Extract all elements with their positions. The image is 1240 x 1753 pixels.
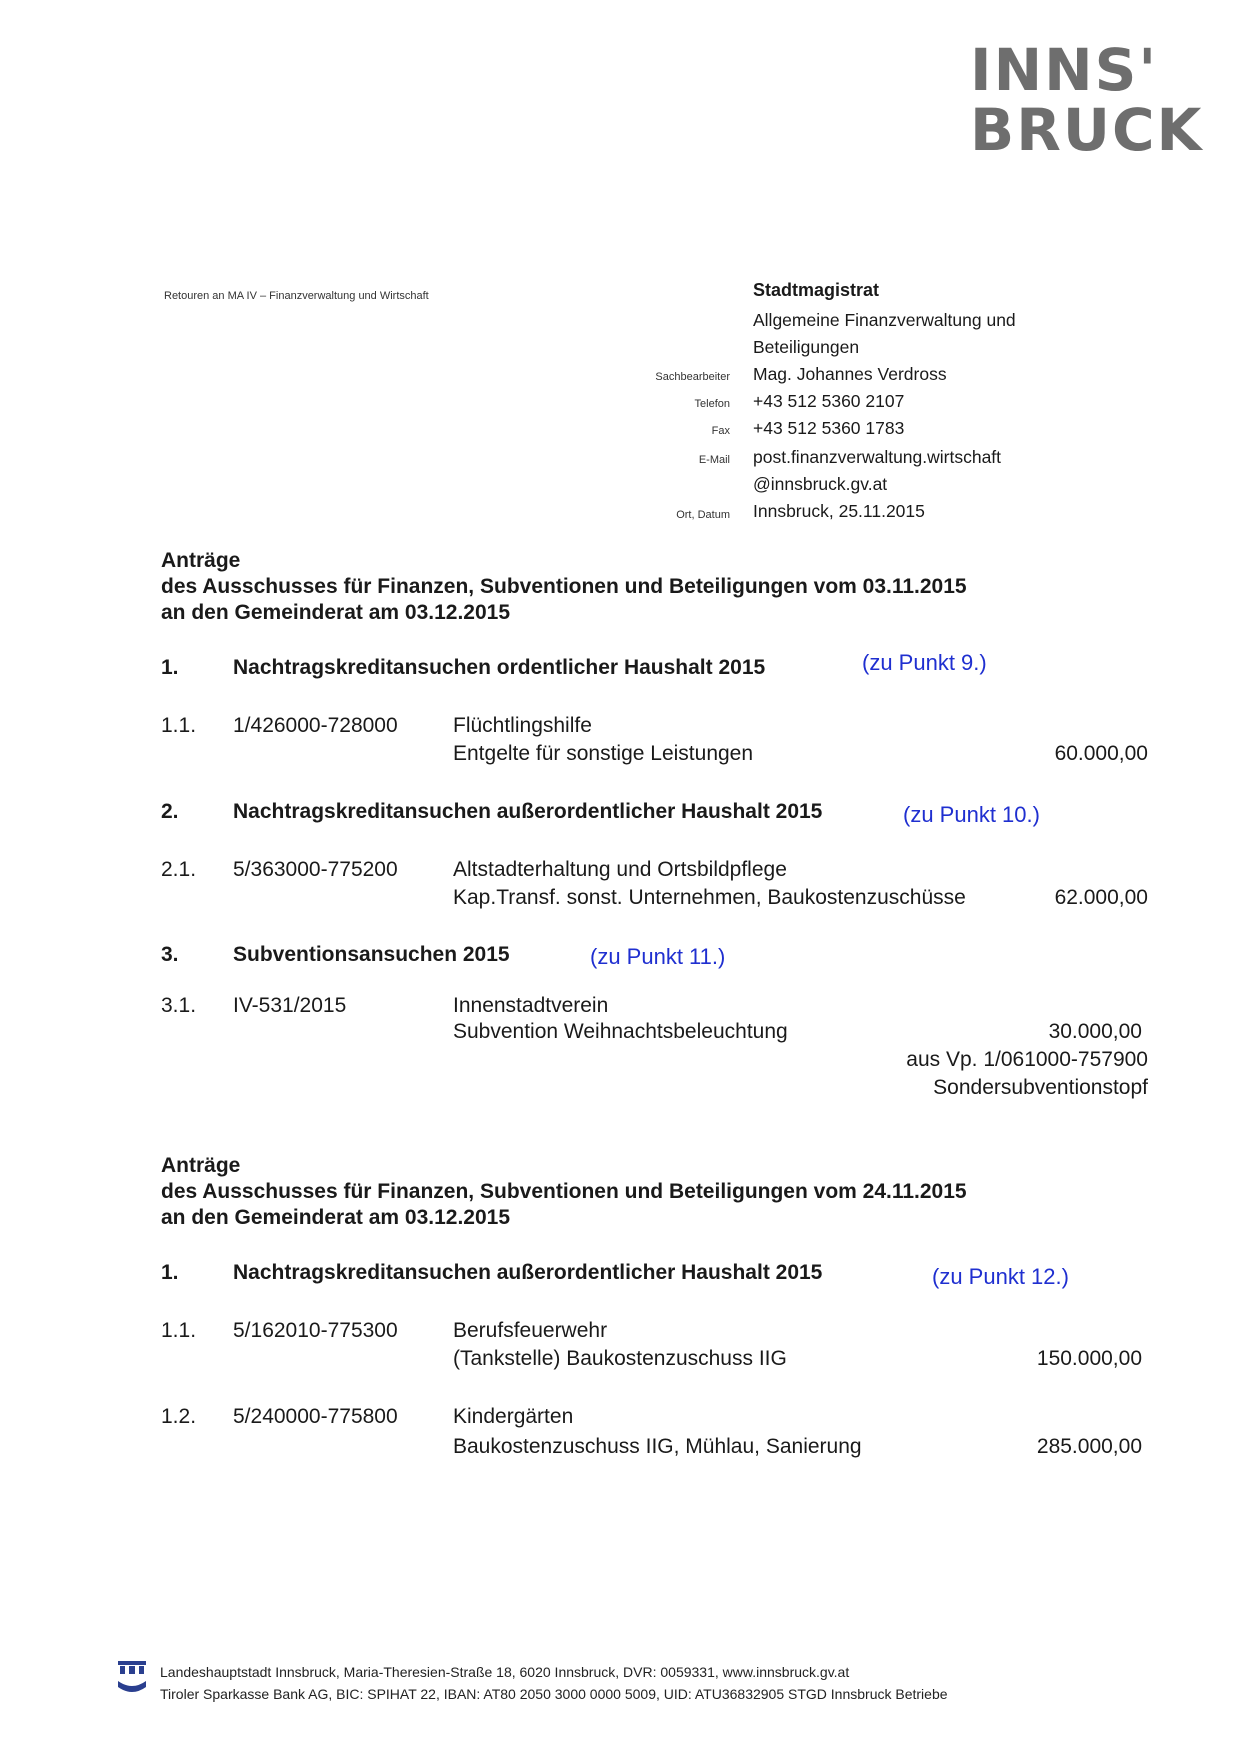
b1-section-2-number: 2. bbox=[161, 800, 179, 823]
block1-heading-3: an den Gemeinderat am 03.12.2015 bbox=[161, 601, 511, 624]
fax-label: Fax bbox=[711, 425, 730, 437]
b1-item-1-1-desc-2: Entgelte für sonstige Leistungen bbox=[453, 742, 754, 765]
email-label: E-Mail bbox=[698, 454, 730, 466]
fax-value: +43 512 5360 1783 bbox=[753, 418, 905, 438]
phone-value: +43 512 5360 2107 bbox=[753, 391, 905, 411]
b1-item-1-1-number: 1.1. bbox=[161, 714, 197, 737]
b2-item-1-1-account: 5/162010-775300 bbox=[233, 1319, 398, 1342]
logo-line-2: BRUCK bbox=[970, 96, 1204, 164]
return-address: Retouren an MA IV – Finanzverwaltung und Wirtschaft bbox=[164, 290, 429, 302]
b1-item-2-1-amount: 62.000,00 bbox=[1054, 886, 1148, 909]
b1-item-3-1-source-2: Sondersubventionstopf bbox=[933, 1076, 1148, 1099]
b2-section-1-title: Nachtragskreditansuchen außerordentlicher Haushalt 2015 bbox=[233, 1261, 823, 1284]
date-value: Innsbruck, 25.11.2015 bbox=[753, 501, 925, 521]
b1-section-2-title: Nachtragskreditansuchen außerordentlicher Haushalt 2015 bbox=[233, 800, 823, 823]
footer-line-1: Landeshauptstadt Innsbruck, Maria-Theresien-Straße 18, 6020 Innsbruck, DVR: 0059331, www.innsbruck.gv.at bbox=[160, 1664, 850, 1680]
b1-item-3-1-source-1: aus Vp. 1/061000-757900 bbox=[906, 1048, 1148, 1071]
block2-heading-2: des Ausschusses für Finanzen, Subventionen und Beteiligungen vom 24.11.2015 bbox=[161, 1180, 967, 1203]
email-value-line-1: post.finanzverwaltung.wirtschaft bbox=[753, 447, 1002, 467]
b2-item-1-2-account: 5/240000-775800 bbox=[233, 1405, 398, 1428]
b1-section-2-note: (zu Punkt 10.) bbox=[903, 802, 1040, 827]
b1-item-1-1-account: 1/426000-728000 bbox=[233, 714, 398, 737]
b2-section-1-number: 1. bbox=[161, 1261, 179, 1284]
b1-section-3-note: (zu Punkt 11.) bbox=[590, 944, 726, 969]
b1-item-2-1-desc-1: Altstadterhaltung und Ortsbildpflege bbox=[453, 858, 787, 881]
b2-item-1-1-amount: 150.000,00 bbox=[1036, 1347, 1142, 1370]
block2-heading-1: Anträge bbox=[161, 1154, 241, 1177]
phone-label: Telefon bbox=[694, 398, 730, 410]
clerk-value: Mag. Johannes Verdross bbox=[753, 364, 947, 384]
email-value-line-2: @innsbruck.gv.at bbox=[753, 474, 888, 494]
innsbruck-logo bbox=[970, 36, 1204, 164]
city-emblem-icon bbox=[116, 1657, 148, 1697]
block1-heading-2: des Ausschusses für Finanzen, Subventionen und Beteiligungen vom 03.11.2015 bbox=[161, 575, 967, 598]
b2-item-1-1-number: 1.1. bbox=[161, 1319, 197, 1342]
b1-section-1-title: Nachtragskreditansuchen ordentlicher Haushalt 2015 bbox=[233, 656, 766, 679]
b2-item-1-1-desc-1: Berufsfeuerwehr bbox=[453, 1319, 608, 1342]
b2-item-1-2-amount: 285.000,00 bbox=[1036, 1435, 1142, 1458]
b1-item-3-1-desc-1: Innenstadtverein bbox=[453, 994, 609, 1017]
b2-section-1-note: (zu Punkt 12.) bbox=[932, 1264, 1069, 1289]
b2-item-1-2-desc-2: Baukostenzuschuss IIG, Mühlau, Sanierung bbox=[453, 1435, 862, 1458]
b1-item-1-1-desc-1: Flüchtlingshilfe bbox=[453, 714, 592, 737]
b1-item-1-1-amount: 60.000,00 bbox=[1054, 742, 1148, 765]
date-label: Ort, Datum bbox=[676, 509, 730, 521]
b2-item-1-2-desc-1: Kindergärten bbox=[453, 1405, 574, 1428]
b1-item-3-1-number: 3.1. bbox=[161, 994, 197, 1017]
block1-heading-1: Anträge bbox=[161, 549, 241, 572]
b2-item-1-1-desc-2: (Tankstelle) Baukostenzuschuss IIG bbox=[453, 1347, 787, 1370]
clerk-label: Sachbearbeiter bbox=[655, 371, 730, 383]
block2-heading-3: an den Gemeinderat am 03.12.2015 bbox=[161, 1206, 511, 1229]
b1-item-2-1-number: 2.1. bbox=[161, 858, 197, 881]
b1-item-3-1-amount: 30.000,00 bbox=[1048, 1020, 1142, 1043]
department-line-1: Allgemeine Finanzverwaltung und bbox=[753, 310, 1016, 330]
department-line-2: Beteiligungen bbox=[753, 337, 860, 357]
b1-section-1-note: (zu Punkt 9.) bbox=[862, 650, 987, 675]
b1-item-3-1-desc-2: Subvention Weihnachtsbeleuchtung bbox=[453, 1020, 788, 1043]
b1-item-3-1-account: IV-531/2015 bbox=[233, 994, 347, 1017]
b1-item-2-1-desc-2: Kap.Transf. sonst. Unternehmen, Baukostenzuschüsse bbox=[453, 886, 966, 909]
b1-section-1-number: 1. bbox=[161, 656, 179, 679]
b1-section-3-number: 3. bbox=[161, 943, 179, 966]
footer-line-2: Tiroler Sparkasse Bank AG, BIC: SPIHAT 22, IBAN: AT80 2050 3000 0000 5009, UID: ATU36832905 STGD Innsbruck Betriebe bbox=[160, 1686, 948, 1702]
b2-item-1-2-number: 1.2. bbox=[161, 1405, 197, 1428]
b1-item-2-1-account: 5/363000-775200 bbox=[233, 858, 398, 881]
b1-section-3-title: Subventionsansuchen 2015 bbox=[233, 943, 510, 966]
logo-line-1: INNS' bbox=[970, 36, 1159, 104]
contact-title: Stadtmagistrat bbox=[753, 280, 880, 300]
